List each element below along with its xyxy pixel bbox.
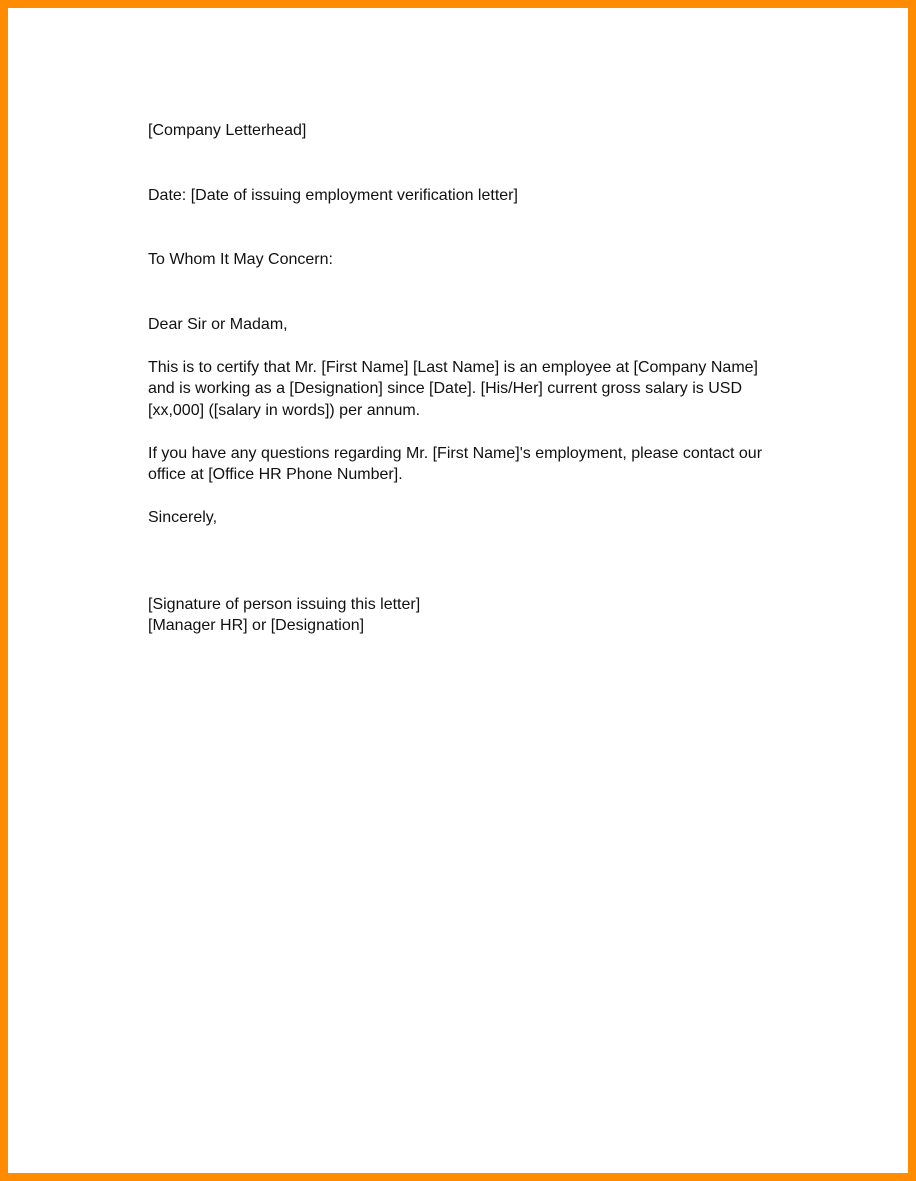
body-line: office at [Office HR Phone Number]. <box>148 466 403 483</box>
to-whom-line: To Whom It May Concern: <box>148 251 333 268</box>
closing: Sincerely, <box>148 509 218 526</box>
body-line: If you have any questions regarding Mr. [First Name]'s employment, please contact our <box>148 444 763 462</box>
body-paragraph-contact <box>148 443 788 486</box>
designation-line: [Manager HR] or [Designation] <box>148 617 365 634</box>
body-line: and is working as a [Designation] since [Date]. [His/Her] current gross salary is USD <box>148 380 743 397</box>
body-paragraph-certify <box>148 357 788 422</box>
date-line: Date: [Date of issuing employment verification letter] <box>148 186 518 204</box>
letter-body <box>148 120 788 637</box>
salutation: Dear Sir or Madam, <box>148 315 288 333</box>
signature-line: [Signature of person issuing this letter] <box>148 595 421 613</box>
company-letterhead: [Company Letterhead] <box>148 122 307 139</box>
body-line: This is to certify that Mr. [First Name] [Last Name] is an employee at [Company Name] <box>148 358 758 376</box>
body-line: [xx,000] ([salary in words]) per annum. <box>148 401 421 419</box>
